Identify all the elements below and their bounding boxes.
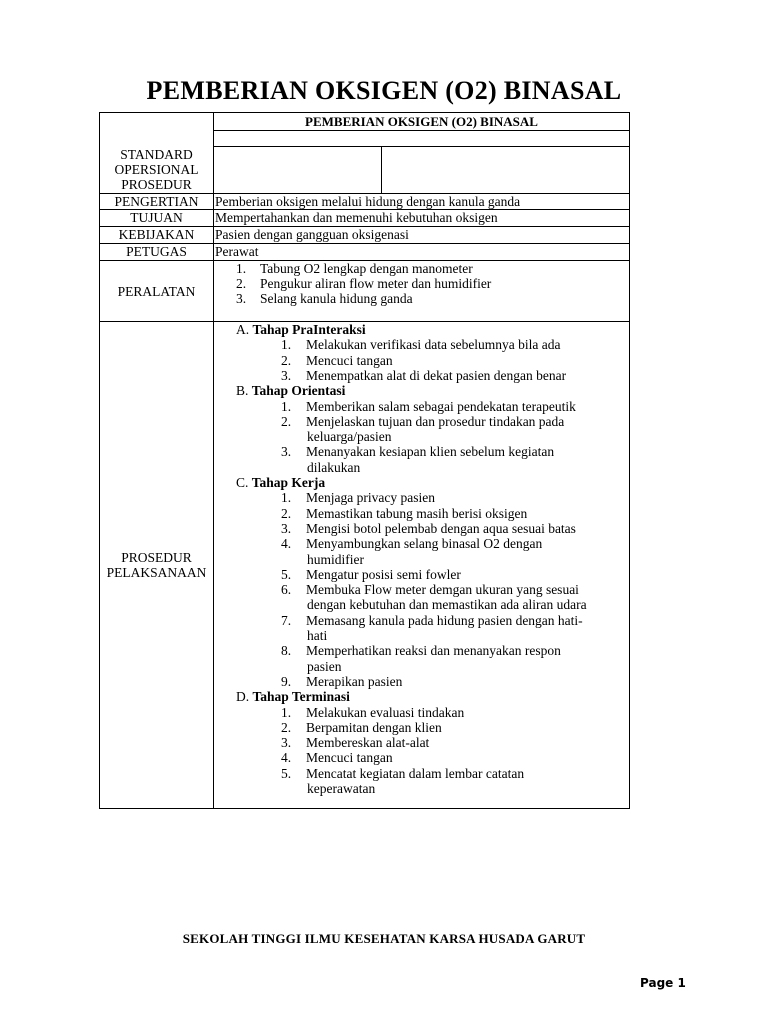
- step-text: Membuka Flow meter demgan ukuran yang sesuai: [306, 582, 579, 598]
- step-text: Melakukan verifikasi data sebelumnya bila ada: [306, 337, 561, 353]
- step-text: Menanyakan kesiapan klien sebelum kegiatan: [306, 444, 555, 460]
- table-border-top: [99, 112, 630, 113]
- step-text: Memberikan salam sebagai pendekatan terapeutik: [306, 398, 576, 414]
- section-title: Tahap Terminasi: [252, 689, 350, 705]
- prosedur-section-heading: [236, 475, 325, 490]
- step-text: Melakukan evaluasi tindakan: [306, 704, 465, 720]
- pengertian-value: Pemberian oksigen melalui hidung dengan kanula ganda: [215, 194, 521, 209]
- step-text-continuation: hati: [307, 628, 328, 643]
- step-text: Mencuci tangan: [306, 352, 393, 368]
- step-text: Menjaga privacy pasien: [306, 490, 435, 506]
- step-text-continuation: dengan kebutuhan dan memastikan ada aliran udara: [307, 597, 587, 613]
- sop-label-line-1: STANDARD: [120, 147, 193, 162]
- petugas-value: Perawat: [215, 244, 259, 259]
- step-number: 3.: [281, 520, 292, 536]
- step-text: Mengatur posisi semi fowler: [306, 566, 461, 582]
- step-number: 2.: [281, 505, 292, 521]
- table-border-bottom: [99, 808, 630, 809]
- peralatan-label: PERALATAN: [117, 284, 196, 299]
- prosedur-label-line-1: PROSEDUR: [121, 550, 192, 565]
- page-number: Page 1: [640, 976, 686, 990]
- peralatan-number: 2.: [236, 276, 247, 291]
- pengertian-label: PENGERTIAN: [114, 194, 199, 209]
- section-title: Tahap PraInteraksi: [252, 322, 366, 337]
- section-title: Tahap Kerja: [251, 475, 326, 490]
- step-number: 3.: [281, 444, 292, 460]
- step-number: 1.: [281, 337, 292, 353]
- table-border-right: [629, 112, 630, 809]
- table-column-divider: [381, 146, 382, 193]
- step-text: Menyambungkan selang binasal O2 dengan: [306, 536, 543, 552]
- document-title: PEMBERIAN OKSIGEN (O2) BINASAL: [146, 76, 622, 105]
- step-text: Menempatkan alat di dekat pasien dengan benar: [306, 367, 567, 383]
- step-text-continuation: keluarga/pasien: [307, 429, 392, 445]
- step-text: Memasang kanula pada hidung pasien dengan hati-: [306, 612, 583, 628]
- step-number: 5.: [281, 765, 292, 781]
- peralatan-number: 1.: [236, 261, 247, 276]
- institution-footer: SEKOLAH TINGGI ILMU KESEHATAN KARSA HUSADA GARUT: [182, 931, 586, 946]
- step-number: 4.: [281, 750, 292, 766]
- tujuan-label: TUJUAN: [130, 210, 183, 225]
- step-number: 1.: [281, 398, 292, 414]
- section-letter: D.: [236, 689, 250, 705]
- step-text: Memastikan tabung masih berisi oksigen: [306, 505, 528, 521]
- step-text: Mengisi botol pelembab dengan aqua sesuai batas: [306, 520, 576, 536]
- table-rule: [213, 146, 630, 147]
- step-text: Mencuci tangan: [306, 750, 393, 766]
- kebijakan-label: KEBIJAKAN: [118, 227, 195, 242]
- step-number: 2.: [281, 352, 292, 368]
- section-letter: A.: [236, 322, 250, 337]
- step-number: 2.: [281, 719, 292, 735]
- prosedur-section-heading: [236, 322, 366, 337]
- step-number: 6.: [281, 582, 292, 598]
- section-letter: C.: [236, 475, 249, 490]
- prosedur-label-line-2: PELAKSANAAN: [106, 565, 207, 580]
- step-text: Berpamitan dengan klien: [306, 719, 442, 735]
- sop-label-line-3: PROSEDUR: [121, 177, 192, 192]
- prosedur-section-heading: [236, 689, 350, 704]
- step-number: 5.: [281, 566, 292, 582]
- table-header-title: PEMBERIAN OKSIGEN (O2) BINASAL: [305, 114, 538, 129]
- step-text: Merapikan pasien: [306, 673, 403, 689]
- kebijakan-value: Pasien dengan gangguan oksigenasi: [215, 227, 409, 242]
- peralatan-item: Pengukur aliran flow meter dan humidifier: [260, 276, 492, 291]
- step-text-continuation: pasien: [307, 658, 342, 674]
- step-text: Mencatat kegiatan dalam lembar catatan: [306, 765, 525, 781]
- prosedur-section-heading: [236, 383, 345, 398]
- petugas-label: PETUGAS: [126, 244, 187, 259]
- section-letter: B.: [236, 383, 249, 399]
- step-number: 7.: [281, 612, 292, 628]
- peralatan-number: 3.: [236, 291, 247, 306]
- step-text-continuation: keperawatan: [307, 781, 376, 796]
- peralatan-item: Selang kanula hidung ganda: [260, 291, 413, 306]
- step-text: Menjelaskan tujuan dan prosedur tindakan pada: [306, 413, 565, 429]
- step-number: 3.: [281, 367, 292, 383]
- tujuan-value: Mempertahankan dan memenuhi kebutuhan oksigen: [215, 210, 498, 225]
- step-number: 3.: [281, 735, 292, 751]
- peralatan-item: Tabung O2 lengkap dengan manometer: [260, 261, 473, 276]
- step-number: 8.: [281, 643, 292, 659]
- step-number: 4.: [281, 536, 292, 552]
- table-rule: [213, 130, 630, 131]
- step-text: Membereskan alat-alat: [306, 735, 430, 751]
- step-number: 1.: [281, 704, 292, 720]
- step-number: 9.: [281, 673, 292, 689]
- step-text: Memperhatikan reaksi dan menanyakan respon: [306, 643, 561, 659]
- section-title: Tahap Orientasi: [251, 383, 346, 399]
- step-text-continuation: dilakukan: [307, 459, 361, 475]
- step-number: 2.: [281, 413, 292, 429]
- step-text-continuation: humidifier: [307, 551, 364, 567]
- sop-label-line-2: OPERSIONAL: [114, 162, 199, 177]
- step-number: 1.: [281, 490, 292, 506]
